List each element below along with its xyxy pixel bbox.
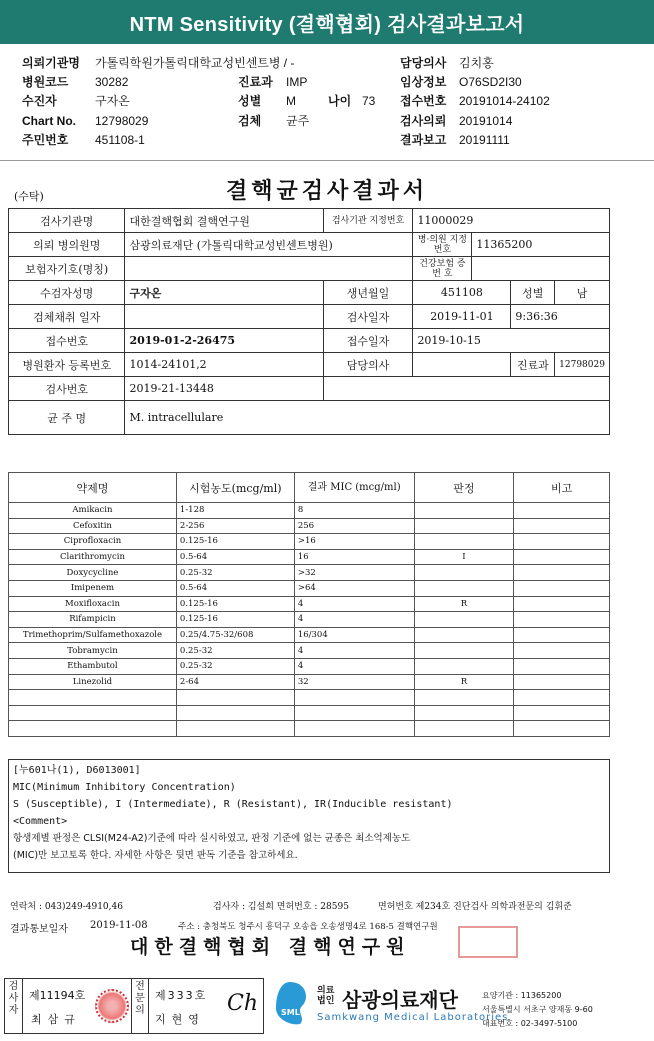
age-value: 73	[362, 94, 376, 108]
drug-range: 0.125-16	[176, 612, 294, 628]
empty-cell	[414, 721, 514, 737]
drug-mic: >32	[294, 565, 414, 581]
empty-cell	[9, 721, 177, 737]
exam-no: 제11194호	[29, 989, 86, 1002]
spec-label: 전문의	[131, 979, 149, 1033]
age-label: 나이	[328, 94, 352, 108]
drug-remark	[514, 674, 610, 690]
birth-value: 451108	[413, 281, 511, 305]
drug-mic: 16	[294, 549, 414, 565]
receipt-no-label: 접수번호	[400, 94, 447, 108]
empty-cell	[176, 721, 294, 737]
drug-remark	[514, 658, 610, 674]
accept-date-value: 2019-10-15	[413, 329, 610, 353]
drug-name: Ethambutol	[9, 658, 177, 674]
hospital-code-label: 병원코드	[22, 75, 69, 89]
drug-name: Ciprofloxacin	[9, 534, 177, 550]
empty-cell	[514, 690, 610, 706]
footer-notify-date: 2019-11-08	[90, 920, 148, 931]
sex-label: 성별	[238, 94, 262, 108]
company-prefix: 의료법인	[317, 986, 335, 1006]
drug-interp	[414, 643, 514, 659]
drug-range: 0.125-16	[176, 534, 294, 550]
footer-contact: 연락처 : 043)249-4910,46	[10, 902, 123, 912]
drug-name: Tobramycin	[9, 643, 177, 659]
divider	[0, 160, 654, 161]
collect-value	[125, 305, 323, 329]
accept-no-label: 접수번호	[9, 329, 125, 353]
clinical-value: O76SD2I30	[459, 75, 522, 89]
patient-info	[0, 52, 654, 156]
req-hosp-label: 의뢰 병의원명	[9, 233, 125, 257]
drug-mic: 4	[294, 643, 414, 659]
lab-no-value: 11000029	[413, 209, 610, 233]
sml-logo-icon	[272, 980, 312, 1026]
header-interp: 판정	[414, 473, 514, 503]
company-code: 요양기관 : 11365200	[482, 991, 562, 1000]
signature-box	[4, 978, 264, 1034]
notes-code: [누601나(1), D6013001]	[13, 765, 141, 776]
drug-range: 0.5-64	[176, 549, 294, 565]
drug-remark	[514, 627, 610, 643]
drug-name: Amikacin	[9, 503, 177, 519]
spec-no: 제333호	[155, 989, 208, 1002]
drug-interp	[414, 580, 514, 596]
drug-mic: 4	[294, 612, 414, 628]
name-label: 수검자성명	[9, 281, 125, 305]
handwritten-signature: Ch	[227, 991, 259, 1016]
notes-comment-label: <Comment>	[13, 816, 68, 827]
notes-comment-2: (MIC)만 보고토록 한다. 자세한 사항은 뒷면 판독 기준을 참고하세요.	[13, 850, 298, 861]
drug-remark	[514, 503, 610, 519]
name-value: 구자온	[125, 281, 323, 305]
drug-mic: >64	[294, 580, 414, 596]
doctor-value-doc	[413, 353, 511, 377]
drug-range: 2-64	[176, 674, 294, 690]
drug-row	[9, 658, 610, 674]
test-date-value: 2019-11-01	[413, 305, 511, 329]
drug-row	[9, 580, 610, 596]
drug-range: 0.25/4.75-32/608	[176, 627, 294, 643]
drug-interp	[414, 503, 514, 519]
drug-remark	[514, 643, 610, 659]
dept-label: 진료과	[238, 75, 273, 89]
footer-notify-label: 결과통보일자	[10, 924, 68, 935]
empty-cell	[294, 690, 414, 706]
chart-label: Chart No.	[22, 114, 76, 128]
drug-row	[9, 565, 610, 581]
empty-cell	[414, 705, 514, 721]
drug-row	[9, 549, 610, 565]
lab-value: 대한결핵협회 결핵연구원	[125, 209, 323, 233]
footer-license: 면허번호 제234호 진단검사 의학과전문의 김휘준	[378, 902, 572, 912]
exam-seal	[95, 989, 129, 1023]
drug-range: 0.5-64	[176, 580, 294, 596]
insured-value	[125, 257, 413, 281]
drug-range: 0.125-16	[176, 596, 294, 612]
drug-interp: R	[414, 596, 514, 612]
test-no-empty	[323, 377, 609, 401]
header-mic: 결과 MIC (mcg/ml)	[294, 473, 414, 503]
company-name: 삼광의료재단	[342, 988, 458, 1012]
drug-interp	[414, 534, 514, 550]
drug-mic: 4	[294, 658, 414, 674]
header-range: 시험농도(mcg/ml)	[176, 473, 294, 503]
hosp-no-label: 병·의원 지정번호	[413, 233, 472, 257]
drug-interp: I	[414, 549, 514, 565]
institution-label: 의뢰기관명	[22, 56, 80, 70]
drug-remark	[514, 549, 610, 565]
species-value: M. intracellulare	[125, 401, 610, 435]
notes-legend: S (Susceptible), I (Intermediate), R (Resistant), IR(Inducible resistant)	[13, 799, 453, 810]
drug-interp	[414, 612, 514, 628]
insurance-label: 건강보험 증 번 호	[413, 257, 472, 281]
empty-row	[9, 705, 610, 721]
drug-name: Doxycycline	[9, 565, 177, 581]
empty-cell	[414, 690, 514, 706]
insured-label: 보험자기호(명칭)	[9, 257, 125, 281]
institution-value: 가톨릭학원가톨릭대학교성빈센트병 / -	[95, 56, 295, 70]
spec-name: 지현영	[155, 1013, 205, 1026]
test-no-label: 검사번호	[9, 377, 125, 401]
request-value: 20191014	[459, 114, 513, 128]
drug-range: 2-256	[176, 518, 294, 534]
lab-label: 검사기관명	[9, 209, 125, 233]
reg-no-label: 병원환자 등록번호	[9, 353, 125, 377]
collect-label: 검체채취 일자	[9, 305, 125, 329]
drug-remark	[514, 596, 610, 612]
drug-row	[9, 674, 610, 690]
examinee-label: 수진자	[22, 94, 57, 108]
empty-cell	[9, 690, 177, 706]
doctor-label-doc: 담당의사	[323, 353, 413, 377]
drug-name: Imipenem	[9, 580, 177, 596]
request-label: 검사의뢰	[400, 114, 447, 128]
species-label: 균 주 명	[9, 401, 125, 435]
birth-label: 생년월일	[323, 281, 413, 305]
dept-label-doc: 진료과	[511, 353, 555, 377]
sex-value: M	[286, 94, 296, 108]
drug-mic: 4	[294, 596, 414, 612]
drug-mic: 16/304	[294, 627, 414, 643]
req-hosp-value: 삼광의료재단 (가톨릭대학교성빈센트병원)	[125, 233, 413, 257]
empty-cell	[294, 705, 414, 721]
footer-tester: 검사자 : 김설희 면허번호 : 28595	[213, 902, 349, 912]
drug-remark	[514, 518, 610, 534]
drug-interp	[414, 658, 514, 674]
accept-no-value: 2019-01-2-26475	[125, 329, 323, 353]
company-address: 서울특별시 서초구 양재동 9-60	[482, 1005, 593, 1014]
hosp-no-value: 11365200	[472, 233, 610, 257]
document-title: 결핵균검사결과서	[225, 178, 429, 204]
notes-mic: MIC(Minimum Inhibitory Concentration)	[13, 782, 236, 793]
reg-no-value: 1014-24101,2	[125, 353, 323, 377]
empty-row	[9, 690, 610, 706]
test-time-value: 9:36:36	[511, 305, 610, 329]
drug-name: Cefoxitin	[9, 518, 177, 534]
company-tel: 대표번호 : 02-3497-5100	[482, 1019, 578, 1028]
examinee-value: 구자온	[95, 94, 130, 108]
footer-address: 주소 : 충청북도 청주시 흥덕구 오송읍 오송생명4로 168-5 결핵연구원	[178, 922, 438, 932]
receipt-no-value: 20191014-24102	[459, 94, 550, 108]
empty-cell	[9, 705, 177, 721]
drug-interp	[414, 565, 514, 581]
drug-row	[9, 518, 610, 534]
report-label: 결과보고	[400, 133, 447, 147]
notes-box	[8, 759, 610, 873]
receipt-mark: (수탁)	[14, 190, 44, 203]
hospital-code-value: 30282	[95, 75, 129, 89]
empty-cell	[176, 705, 294, 721]
drug-name: Clarithromycin	[9, 549, 177, 565]
empty-cell	[514, 705, 610, 721]
drug-name: Moxifloxacin	[9, 596, 177, 612]
chart-value: 12798029	[95, 114, 149, 128]
id-value: 451108-1	[95, 133, 145, 147]
notes-comment-1: 항생제별 판정은 CLSI(M24-A2)기준에 따라 실시하였고, 판정 기준에 없는 균종은 최소억제농도	[13, 833, 411, 844]
drug-row	[9, 627, 610, 643]
official-stamp	[458, 926, 518, 958]
report-title: NTM Sensitivity (결핵협회) 검사결과보고서	[0, 0, 654, 44]
empty-row	[9, 721, 610, 737]
empty-cell	[294, 721, 414, 737]
clinical-label: 임상정보	[400, 75, 447, 89]
drug-remark	[514, 534, 610, 550]
drug-row	[9, 534, 610, 550]
drug-remark	[514, 612, 610, 628]
dept-value-doc: 12798029	[555, 353, 610, 377]
test-no-value: 2019-21-13448	[125, 377, 323, 401]
drug-name: Rifampicin	[9, 612, 177, 628]
drug-mic: 256	[294, 518, 414, 534]
drug-table	[8, 472, 610, 737]
drug-mic: 8	[294, 503, 414, 519]
header-remark: 비고	[514, 473, 610, 503]
report-info-table	[8, 208, 610, 435]
lab-no-label: 검사기관 지정번호	[323, 209, 413, 233]
company-english: Samkwang Medical Laboratories	[317, 1012, 509, 1023]
drug-interp: R	[414, 674, 514, 690]
drug-mic: >16	[294, 534, 414, 550]
doctor-label: 담당의사	[400, 56, 447, 70]
empty-cell	[176, 690, 294, 706]
scanned-report	[0, 162, 654, 970]
empty-cell	[514, 721, 610, 737]
accept-date-label: 접수일자	[323, 329, 413, 353]
drug-name: Linezolid	[9, 674, 177, 690]
exam-name: 최삼규	[31, 1013, 81, 1026]
specimen-label: 검체	[238, 114, 262, 128]
test-date-label: 검사일자	[323, 305, 413, 329]
insurance-value	[472, 257, 610, 281]
drug-name: Trimethoprim/Sulfamethoxazole	[9, 627, 177, 643]
sex-label-doc: 성별	[511, 281, 555, 305]
drug-remark	[514, 580, 610, 596]
logo-text: SML	[281, 1008, 300, 1017]
drug-mic: 32	[294, 674, 414, 690]
drug-range: 0.25-32	[176, 565, 294, 581]
report-value: 20191111	[459, 133, 510, 147]
dept-value: IMP	[286, 75, 308, 89]
drug-row	[9, 612, 610, 628]
drug-range: 0.25-32	[176, 643, 294, 659]
doctor-value: 김치홍	[459, 56, 494, 70]
drug-row	[9, 503, 610, 519]
drug-interp	[414, 518, 514, 534]
org-name: 대한결핵협회 결핵연구원	[130, 936, 411, 958]
signature-footer	[0, 972, 654, 1041]
id-label: 주민번호	[22, 133, 69, 147]
drug-range: 1-128	[176, 503, 294, 519]
header-drug: 약제명	[9, 473, 177, 503]
drug-remark	[514, 565, 610, 581]
drug-row	[9, 596, 610, 612]
specimen-value: 균주	[286, 114, 310, 128]
exam-label: 검사자	[5, 979, 23, 1033]
drug-interp	[414, 627, 514, 643]
sex-value-doc: 남	[555, 281, 610, 305]
drug-row	[9, 643, 610, 659]
drug-range: 0.25-32	[176, 658, 294, 674]
